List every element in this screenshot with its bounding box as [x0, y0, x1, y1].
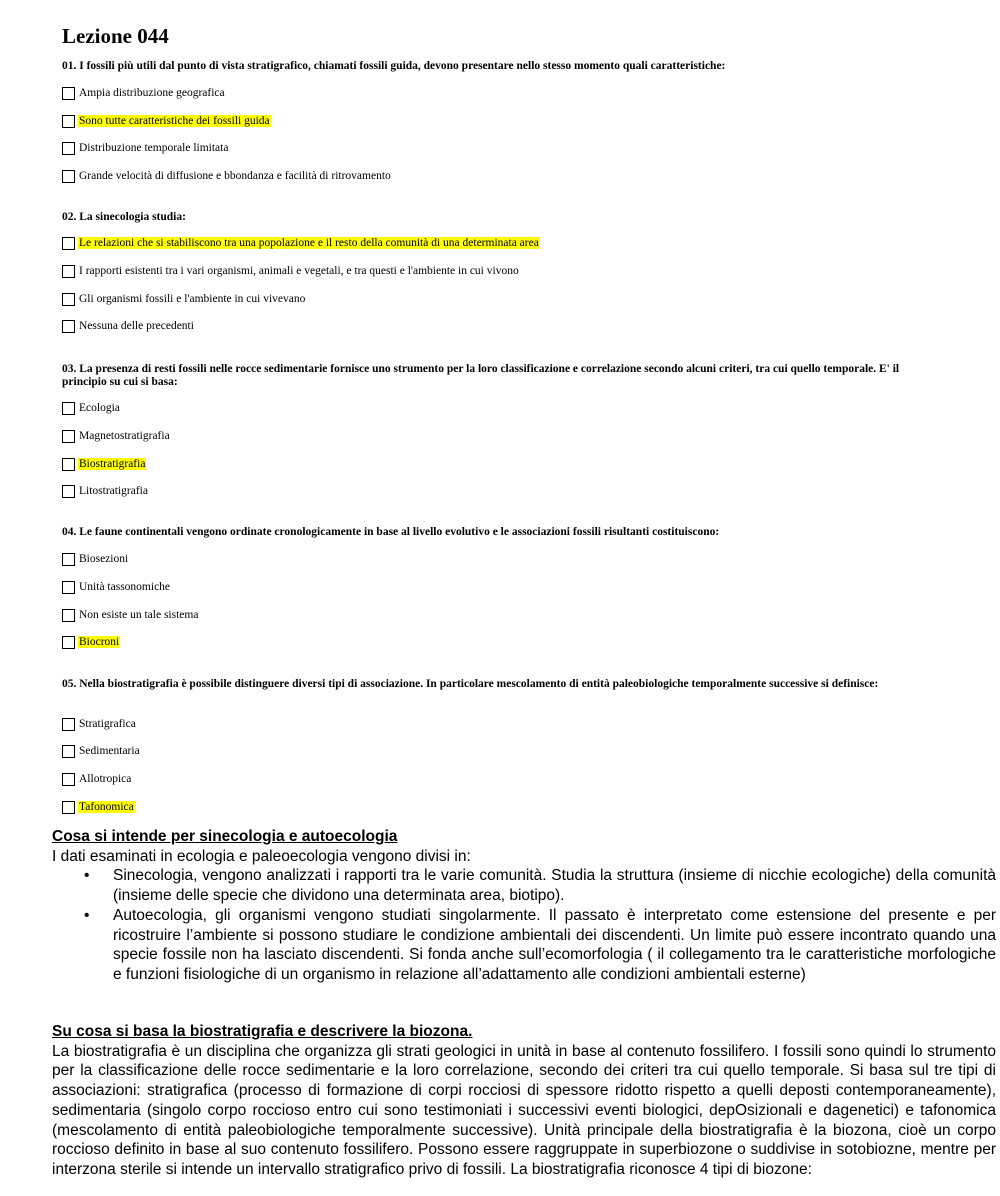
question-5-option-4[interactable]: [62, 799, 135, 815]
checkbox[interactable]: [62, 293, 75, 306]
checkbox[interactable]: [62, 402, 75, 415]
checkbox[interactable]: [62, 636, 75, 649]
checkbox[interactable]: [62, 265, 75, 278]
lesson-title: Lezione 044: [62, 24, 169, 48]
checkbox[interactable]: [62, 801, 75, 814]
question-3-option-2[interactable]: [62, 428, 171, 444]
list-item-text: Autoecologia, gli organismi vengono studiati singolarmente. Il passato è interpretato come estensione del presente e per ricostruire l’ambiente si possono studiare le condizione ambientali dei discendenti. Un limite può essere incontrato quando una specie fossile non ha lasciato discendenti. Si fonda anche sull’ecomorfologia ( il collegamento tra le caratteristiche morfologiche e funzioni fisiologiche di un organismo in relazione all’adattamento alle condizioni ambientali esterne): [113, 906, 996, 983]
section-heading: Cosa si intende per sinecologia e autoecologia: [52, 828, 398, 845]
option-label: Non esiste un tale sistema: [79, 609, 199, 621]
question-4-option-4[interactable]: [62, 634, 120, 650]
option-label: Litostratigrafia: [79, 485, 148, 497]
question-1-option-1[interactable]: [62, 85, 226, 101]
option-label: Magnetostratigrafia: [79, 430, 170, 442]
list-item: [52, 866, 996, 905]
question-1-option-3[interactable]: [62, 140, 229, 156]
checkbox[interactable]: [62, 142, 75, 155]
option-label: Nessuna delle precedenti: [79, 320, 194, 332]
list-item-text: Sinecologia, vengono analizzati i rapporti tra le varie comunità. Studia la struttura (insieme di nicchie ecologiche) della comunità (insieme delle specie che dividono una determinata area, biotipo).: [113, 867, 996, 905]
bullet-marker: •: [84, 867, 90, 885]
option-label: Ampia distribuzione geografica: [79, 87, 225, 99]
option-label-highlighted: Biostratigrafia: [79, 458, 146, 470]
question-5-text: 05. Nella biostratigrafia è possibile distinguere diversi tipi di associazione. In particolare mescolamento di entità paleobiologiche temporalmente successive si definisce:: [62, 678, 879, 690]
bullet-list: [52, 866, 996, 984]
option-label: Stratigrafica: [79, 718, 136, 730]
question-3-option-3[interactable]: [62, 456, 146, 472]
option-label: I rapporti esistenti tra i vari organismi, animali e vegetali, e tra questi e l'ambiente in cui vivono: [79, 265, 519, 277]
option-label-highlighted: Biocroni: [79, 636, 120, 648]
checkbox[interactable]: [62, 237, 75, 250]
option-label: Gli organismi fossili e l'ambiente in cui vivevano: [79, 293, 306, 305]
section-body: La biostratigrafia è un disciplina che organizza gli strati geologici in unità in base al contenuto fossilifero. I fossili sono quindi lo strumento per la classificazione delle rocce sedimentarie e la loro correlazione, secondo dei criteri tra cui quello temporale. Si basa sul tre tipi di associazioni: stratigrafica (processo di formazione di corpi rocciosi di spessore ridotto rispetto a quelli deposti contemporaneamente), sedimentaria (singolo corpo roccioso entro cui sono testimoniati i successivi eventi biologici, depOsizionali e dagenetici) e tafonomica (mescolamento di entità paleobiologiche temporalmente successive). Unità principale della biostratigrafia è la biozona, cioè un corpo roccioso definito in base al suo contenuto fossilifero. Possono essere raggruppate in superbiozone o suddivise in sotobiozne, mentre per interzona sterile si intende un intervallo stratigrafico privo di fossili. La biostratigrafia riconosce 4 tipi di biozone:: [52, 1042, 996, 1178]
question-1-option-4[interactable]: [62, 168, 392, 184]
question-5-option-2[interactable]: [62, 743, 141, 759]
checkbox[interactable]: [62, 718, 75, 731]
option-label: Unità tassonomiche: [79, 581, 171, 593]
option-label: Distribuzione temporale limitata: [79, 142, 229, 154]
option-label: Biosezioni: [79, 553, 129, 565]
question-2-option-2[interactable]: [62, 263, 520, 279]
option-label: Grande velocità di diffusione e bbondanza e facilità di ritrovamento: [79, 170, 391, 182]
checkbox[interactable]: [62, 553, 75, 566]
question-4-text: 04. Le faune continentali vengono ordinate cronologicamente in base al livello evolutivo e le associazioni fossili risultanti costituiscono:: [62, 526, 720, 538]
option-label-highlighted: Le relazioni che si stabiliscono tra una popolazione e il resto della comunità di una determinata area: [79, 237, 539, 249]
question-2-option-1[interactable]: [62, 235, 540, 251]
checkbox[interactable]: [62, 430, 75, 443]
question-1-option-2[interactable]: [62, 113, 271, 129]
question-4-option-2[interactable]: [62, 579, 171, 595]
checkbox[interactable]: [62, 609, 75, 622]
checkbox[interactable]: [62, 773, 75, 786]
question-2-text: 02. La sinecologia studia:: [62, 211, 186, 223]
option-label: Ecologia: [79, 402, 120, 414]
option-label: Allotropica: [79, 773, 132, 785]
section-sinecologia: [52, 827, 996, 985]
question-1-text: 01. I fossili più utili dal punto di vista stratigrafico, chiamati fossili guida, devono presentare nello stesso momento quali caratteristiche:: [62, 60, 726, 72]
question-4-option-3[interactable]: [62, 607, 199, 623]
question-3-option-1[interactable]: [62, 400, 121, 416]
checkbox[interactable]: [62, 170, 75, 183]
checkbox[interactable]: [62, 458, 75, 471]
checkbox[interactable]: [62, 320, 75, 333]
section-heading: Su cosa si basa la biostratigrafia e descrivere la biozona.: [52, 1023, 473, 1040]
section-biostratigrafia: [52, 1022, 996, 1180]
question-5-option-3[interactable]: [62, 771, 132, 787]
checkbox[interactable]: [62, 581, 75, 594]
question-5-option-1[interactable]: [62, 716, 137, 732]
question-2-option-3[interactable]: [62, 291, 306, 307]
option-label-highlighted: Tafonomica: [79, 801, 134, 813]
checkbox[interactable]: [62, 115, 75, 128]
question-3-text: 03. La presenza di resti fossili nelle rocce sedimentarie fornisce uno strumento per la loro classificazione e correlazione secondo alcuni criteri, tra cui quello temporale. E' il principio su cui si basa:: [62, 363, 900, 388]
checkbox[interactable]: [62, 745, 75, 758]
question-2-option-4[interactable]: [62, 318, 195, 334]
section-intro: I dati esaminati in ecologia e paleoecologia vengono divisi in:: [52, 847, 471, 865]
question-4-option-1[interactable]: [62, 551, 129, 567]
option-label-highlighted: Sono tutte caratteristiche dei fossili guida: [79, 115, 270, 127]
checkbox[interactable]: [62, 87, 75, 100]
question-3-option-4[interactable]: [62, 483, 149, 499]
bullet-marker: •: [84, 906, 90, 924]
checkbox[interactable]: [62, 485, 75, 498]
list-item: [52, 906, 996, 985]
option-label: Sedimentaria: [79, 745, 140, 757]
